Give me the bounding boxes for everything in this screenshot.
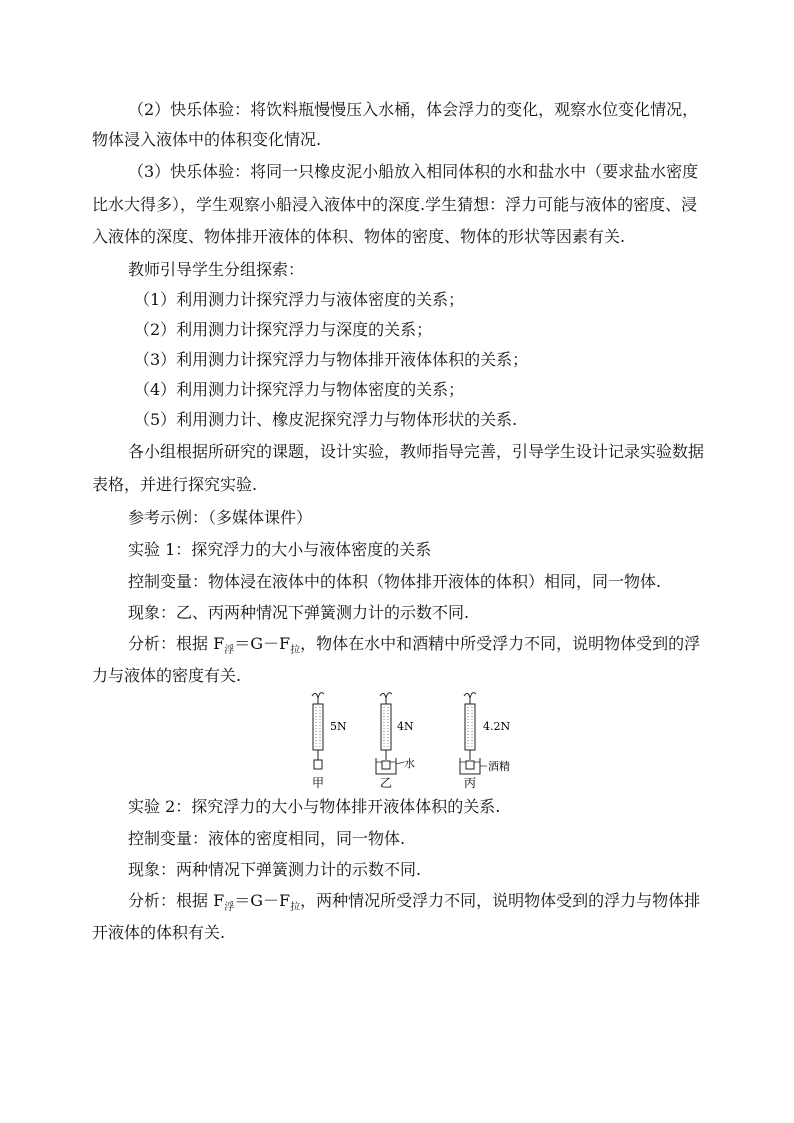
paragraph-line: 开液体的体积有关. (92, 923, 226, 942)
subscript: 拉 (290, 645, 301, 656)
list-item: （5）利用测力计、橡皮泥探究浮力与物体形状的关系. (134, 410, 518, 429)
paragraph-line: 教师引导学生分组探索： (128, 260, 305, 279)
list-item: （4）利用测力计探究浮力与物体密度的关系； (134, 380, 465, 399)
paragraph-line: 力与液体的密度有关. (92, 666, 242, 685)
paragraph-line: 表格，并进行探究实验. (92, 475, 258, 494)
analysis-text: ＝G－F (234, 634, 291, 653)
caption-label: 甲 (312, 776, 325, 790)
analysis-text: ，两种情况所受浮力不同，说明物体受到的浮力与物体排 (300, 891, 701, 910)
analysis-text: 分析：根据 F (128, 634, 225, 653)
paragraph-line: 物体浸入液体中的体积变化情况. (92, 130, 322, 149)
list-item: （1）利用测力计探究浮力与液体密度的关系； (134, 290, 465, 309)
analysis-text: ＝G－F (234, 891, 291, 910)
paragraph-line: 控制变量：液体的密度相同，同一物体. (128, 829, 406, 848)
liquid-label: 酒精 (488, 760, 510, 773)
caption-label: 乙 (380, 776, 393, 790)
caption-label: 丙 (464, 776, 477, 790)
analysis-text: 分析：根据 F (128, 891, 225, 910)
paragraph-line: 控制变量：物体浸在液体中的体积（物体排开液体的体积）相同，同一物体. (128, 572, 662, 591)
liquid-label: 水 (404, 757, 415, 770)
reading-label: 5N (330, 720, 347, 733)
paragraph-line: （3）快乐体验：将同一只橡皮泥小船放入相同体积的水和盐水中（要求盐水密度 (128, 162, 699, 181)
paragraph-line: 参考示例：（多媒体课件） (128, 508, 313, 527)
analysis-line (128, 634, 700, 654)
subscript: 拉 (290, 902, 301, 913)
analysis-text: ，物体在水中和酒精中所受浮力不同，说明物体受到的浮 (300, 634, 701, 653)
subscript: 浮 (224, 902, 235, 913)
reading-label: 4.2N (483, 720, 511, 733)
experiment-heading: 实验 2：探究浮力的大小与物体排开液体体积的关系. (128, 797, 501, 816)
paragraph-line: 现象：两种情况下弹簧测力计的示数不同. (128, 860, 422, 879)
scale-jia (312, 693, 347, 790)
list-item: （2）利用测力计探究浮力与深度的关系； (134, 320, 433, 339)
reading-label: 4N (397, 720, 414, 733)
list-item: （3）利用测力计探究浮力与物体排开液体体积的关系； (134, 350, 529, 369)
paragraph-line: 各小组根据所研究的课题，设计实验，教师指导完善，引导学生设计记录实验数据 (128, 442, 705, 461)
spring-scale-figure (300, 690, 530, 790)
subscript: 浮 (224, 645, 235, 656)
paragraph-line: 比水大得多），学生观察小船浸入液体中的深度.学生猜想：浮力可能与液体的密度、浸 (92, 195, 698, 214)
paragraph-line: 现象：乙、丙两种情况下弹簧测力计的示数不同. (128, 603, 470, 622)
paragraph-line: （2）快乐体验：将饮料瓶慢慢压入水桶，体会浮力的变化，观察水位变化情况， (128, 100, 699, 119)
paragraph-line: 入液体的深度、物体排开液体的体积、物体的密度、物体的形状等因素有关. (92, 227, 626, 246)
scale-bing (460, 693, 510, 790)
analysis-line (128, 891, 700, 911)
scale-yi (376, 693, 415, 790)
experiment-heading: 实验 1：探究浮力的大小与液体密度的关系 (128, 540, 432, 559)
